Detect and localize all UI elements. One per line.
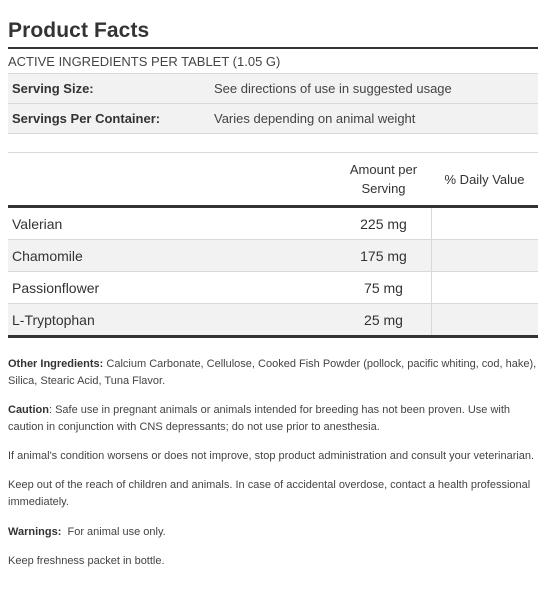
other-ingredients-label: Other Ingredients:: [8, 358, 104, 370]
ingredient-name: Passionflower: [12, 279, 100, 296]
servings-per-container-row: [8, 104, 538, 134]
ingredient-daily-value: [431, 240, 538, 271]
ingredient-name: Valerian: [12, 215, 63, 232]
servings-per-container-value: Varies depending on animal weight: [214, 111, 416, 126]
serving-size-label: Serving Size:: [12, 81, 94, 96]
amount-column-header: [336, 160, 431, 198]
ingredient-daily-value: [431, 304, 538, 335]
ingredient-amount: 175 mg: [360, 247, 407, 264]
table-row: [8, 272, 538, 304]
ingredient-name: L-Tryptophan: [12, 311, 95, 328]
ingredients-table-header: [8, 152, 538, 205]
page-title: Product Facts: [8, 19, 150, 42]
ingredient-amount: 225 mg: [360, 215, 407, 232]
notes-section: [8, 356, 538, 570]
table-bottom-divider: [8, 335, 538, 338]
active-ingredients-heading: ACTIVE INGREDIENTS PER TABLET (1.05 G): [8, 54, 281, 69]
table-row: [8, 304, 538, 335]
caution-text: : Safe use in pregnant animals or animals intended for breeding has not been proven. Use with caution in conjunction with CNS depressants; do not use prior to anesthesia.: [8, 404, 511, 433]
servings-per-container-label: Servings Per Container:: [12, 111, 161, 126]
amount-header-line2: Serving: [361, 181, 406, 196]
ingredient-amount: 75 mg: [364, 279, 403, 296]
condition-note: If animal's condition worsens or does not improve, stop product administration and consult your veterinarian.: [8, 450, 535, 462]
warnings-text: For animal use only.: [67, 526, 166, 538]
serving-size-row: [8, 73, 538, 104]
other-ingredients-note: [8, 356, 538, 390]
ingredient-amount: 25 mg: [364, 311, 403, 328]
amount-header-line1: Amount per: [349, 162, 418, 177]
table-row: [8, 240, 538, 272]
reach-note: Keep out of the reach of children and animals. In case of accidental overdose, contact a health professional immediately.: [8, 479, 531, 508]
ingredient-daily-value: [431, 272, 538, 303]
product-facts-panel: [8, 0, 538, 570]
daily-value-column-header: % Daily Value: [444, 171, 525, 187]
caution-label: Caution: [8, 404, 49, 416]
other-ingredients-text: Calcium Carbonate, Cellulose, Cooked Fish Powder (pollock, pacific whiting, cod, hake), Silica, Stearic Acid, Tuna Flavor.: [8, 358, 537, 387]
serving-size-value: See directions of use in suggested usage: [214, 81, 452, 96]
table-row: [8, 208, 538, 240]
ingredient-name: Chamomile: [12, 247, 83, 264]
freshness-note: Keep freshness packet in bottle.: [8, 555, 165, 567]
warnings-note: [8, 524, 538, 541]
ingredient-daily-value: [431, 208, 538, 239]
warnings-label: Warnings:: [8, 526, 62, 538]
caution-note: [8, 402, 538, 436]
